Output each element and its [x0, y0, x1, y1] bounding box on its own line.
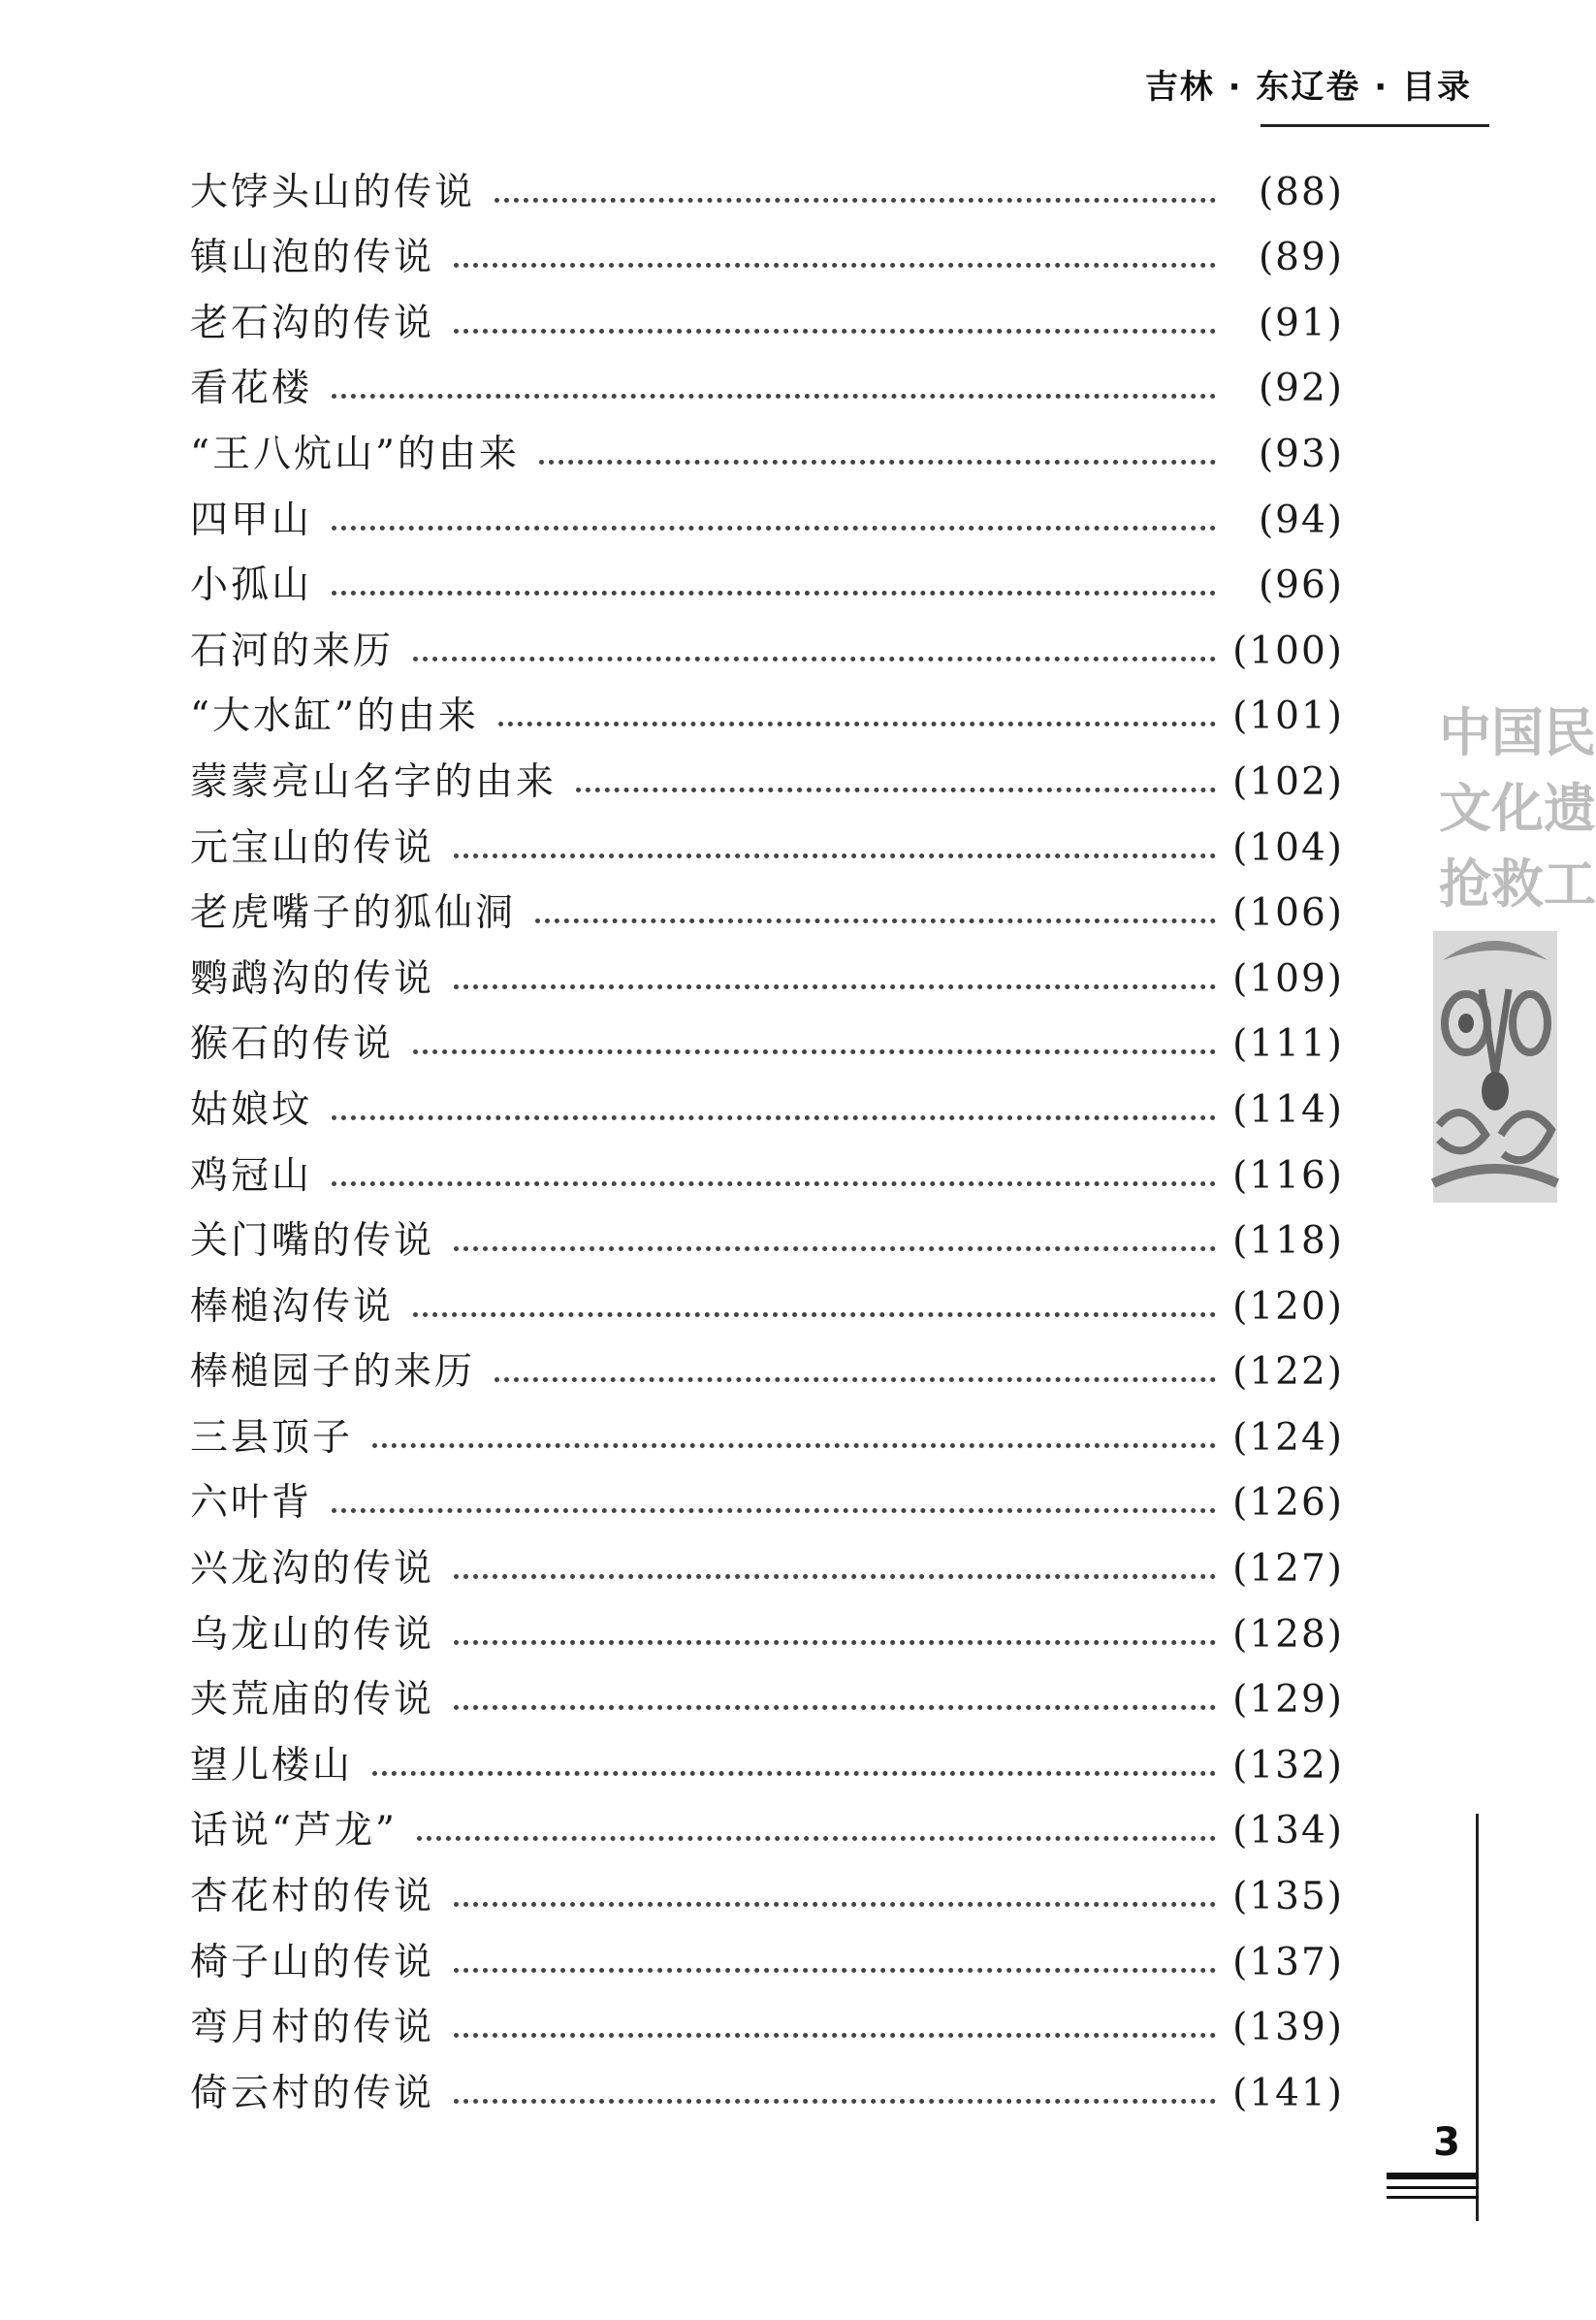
entry-title: 话说“芦龙”: [190, 1809, 398, 1853]
toc-entry: [190, 1129, 1344, 1198]
dot-leader: [454, 2099, 1216, 2104]
dot-leader: [539, 460, 1216, 465]
entry-page-number: (101): [1232, 694, 1344, 739]
entry-title: 四甲山: [190, 498, 313, 542]
entry-title: 小孤山: [190, 564, 313, 608]
footer-rule: [1387, 2173, 1479, 2179]
toc-entry: [190, 1260, 1344, 1329]
toc-entry: [190, 1588, 1344, 1657]
side-tab-line: 中国民: [1439, 701, 1596, 763]
toc-entry: [190, 1391, 1344, 1460]
entry-page-number: (100): [1232, 628, 1344, 673]
entry-page-number: (122): [1232, 1350, 1344, 1395]
dot-leader: [372, 1771, 1216, 1776]
toc-entry: [190, 211, 1344, 280]
entry-page-number: (91): [1258, 301, 1344, 345]
mask-pattern-icon: [1433, 931, 1557, 1203]
table-of-contents: [190, 145, 1344, 2115]
entry-title: 大饽头山的传说: [190, 170, 476, 214]
entry-page-number: (120): [1232, 1284, 1344, 1329]
entry-title: “大水缸”的由来: [190, 694, 479, 739]
entry-title: 元宝山的传说: [190, 825, 435, 870]
entry-title: 夹荒庙的传说: [190, 1678, 435, 1723]
entry-page-number: (106): [1232, 891, 1344, 936]
entry-page-number: (114): [1232, 1087, 1344, 1132]
page-edge-rule: [1476, 1814, 1479, 2221]
side-tab-line: 抢救工: [1439, 853, 1596, 915]
toc-entry: [190, 801, 1344, 870]
toc-entry: [190, 1326, 1344, 1395]
entry-page-number: (135): [1232, 1875, 1344, 1919]
toc-entry: [190, 670, 1344, 739]
entry-title: 乌龙山的传说: [190, 1612, 435, 1657]
toc-entry: [190, 735, 1344, 804]
dot-leader: [454, 854, 1216, 858]
entry-title: 棒槌沟传说: [190, 1284, 395, 1329]
toc-entry: [190, 1063, 1344, 1132]
entry-title: 镇山泡的传说: [190, 236, 435, 280]
dot-leader: [332, 394, 1216, 399]
entry-page-number: (129): [1232, 1678, 1344, 1723]
entry-title: 倚云村的传说: [190, 2071, 435, 2115]
entry-page-number: (128): [1232, 1612, 1344, 1657]
entry-page-number: (109): [1232, 956, 1344, 1001]
toc-entry: [190, 998, 1344, 1067]
entry-title: 蒙蒙亮山名字的由来: [190, 759, 558, 804]
entry-page-number: (96): [1258, 564, 1344, 608]
toc-entry: [190, 604, 1344, 673]
entry-page-number: (124): [1232, 1415, 1344, 1460]
entry-title: 兴龙沟的传说: [190, 1547, 435, 1592]
toc-entry: [190, 1195, 1344, 1264]
entry-title: 望儿楼山: [190, 1743, 354, 1788]
dot-leader: [332, 1508, 1216, 1513]
toc-entry: [190, 1785, 1344, 1851]
entry-title: 弯月村的传说: [190, 2006, 435, 2050]
dot-leader: [454, 1902, 1216, 1907]
toc-entry: [190, 1522, 1344, 1592]
entry-page-number: (127): [1232, 1547, 1344, 1592]
toc-entry: [190, 539, 1344, 608]
dot-leader: [454, 1246, 1216, 1251]
toc-entry: [190, 2046, 1344, 2115]
footer-rule: [1387, 2186, 1479, 2189]
dot-leader: [495, 198, 1216, 203]
entry-title: 猴石的传说: [190, 1022, 395, 1067]
entry-page-number: (139): [1232, 2006, 1344, 2050]
side-tab-decoration: [1433, 701, 1596, 1249]
entry-title: 老虎嘴子的狐仙洞: [190, 891, 517, 936]
entry-page-number: (111): [1232, 1022, 1344, 1067]
dot-leader: [454, 263, 1216, 268]
toc-entry: [190, 407, 1344, 476]
dot-leader: [498, 722, 1216, 726]
entry-title: 鹦鹉沟的传说: [190, 956, 435, 1001]
dot-leader: [332, 591, 1216, 596]
dot-leader: [454, 2033, 1216, 2038]
side-tab-line: 文化遗: [1439, 777, 1596, 839]
entry-page-number: (118): [1232, 1219, 1344, 1264]
page-number: 3: [1433, 2120, 1460, 2165]
entry-page-number: (102): [1232, 759, 1344, 804]
entry-page-number: (89): [1258, 236, 1344, 280]
entry-page-number: (93): [1258, 432, 1344, 476]
entry-title: 椅子山的传说: [190, 1940, 435, 1984]
dot-leader: [372, 1443, 1216, 1448]
dot-leader: [332, 1181, 1216, 1186]
toc-entry: [190, 473, 1344, 542]
dot-leader: [332, 1115, 1216, 1120]
entry-title: 六叶背: [190, 1481, 313, 1526]
dot-leader: [413, 1049, 1216, 1054]
toc-entry: [190, 276, 1344, 345]
dot-leader: [332, 526, 1216, 531]
toc-entry: [190, 145, 1344, 214]
entry-page-number: (88): [1258, 170, 1344, 214]
dot-leader: [454, 1574, 1216, 1579]
entry-page-number: (141): [1232, 2071, 1344, 2115]
entry-title: 关门嘴的传说: [190, 1219, 435, 1264]
entry-page-number: (134): [1232, 1809, 1344, 1853]
entry-title: 看花楼: [190, 367, 313, 411]
entry-page-number: (132): [1232, 1743, 1344, 1788]
entry-title: 棒槌园子的来历: [190, 1350, 476, 1395]
entry-title: 姑娘坟: [190, 1087, 313, 1132]
entry-page-number: (104): [1232, 825, 1344, 870]
entry-page-number: (116): [1232, 1153, 1344, 1198]
entry-page-number: (137): [1232, 1940, 1344, 1984]
entry-title: 鸡冠山: [190, 1153, 313, 1198]
toc-entry: [190, 1719, 1344, 1788]
entry-title: 石河的来历: [190, 628, 395, 673]
toc-entry: [190, 932, 1344, 1001]
toc-entry: [190, 1457, 1344, 1526]
entry-title: “王八炕山”的由来: [190, 432, 520, 476]
dot-leader: [454, 1968, 1216, 1973]
dot-leader: [454, 984, 1216, 989]
running-head: 吉林 · 东辽卷 · 目录: [1144, 68, 1472, 107]
entry-title: 杏花村的传说: [190, 1875, 435, 1919]
footer-rule: [1387, 2196, 1479, 2199]
dot-leader: [535, 918, 1216, 923]
entry-page-number: (94): [1258, 498, 1344, 542]
toc-entry: [190, 1850, 1344, 1919]
dot-leader: [454, 1705, 1216, 1710]
toc-entry: [190, 1916, 1344, 1982]
dot-leader: [413, 1312, 1216, 1317]
entry-title: 老石沟的传说: [190, 301, 435, 345]
toc-entry: [190, 342, 1344, 411]
entry-title: 三县顶子: [190, 1415, 354, 1460]
toc-entry: [190, 1654, 1344, 1723]
toc-entry: [190, 1982, 1344, 2050]
dot-leader: [454, 329, 1216, 334]
dot-leader: [495, 1377, 1216, 1382]
toc-entry: [190, 867, 1344, 936]
dot-leader: [576, 788, 1216, 792]
dot-leader: [454, 1640, 1216, 1645]
dot-leader: [417, 1836, 1216, 1841]
header-rule: [1261, 124, 1489, 127]
dot-leader: [413, 657, 1216, 661]
entry-page-number: (92): [1258, 367, 1344, 411]
entry-page-number: (126): [1232, 1481, 1344, 1526]
